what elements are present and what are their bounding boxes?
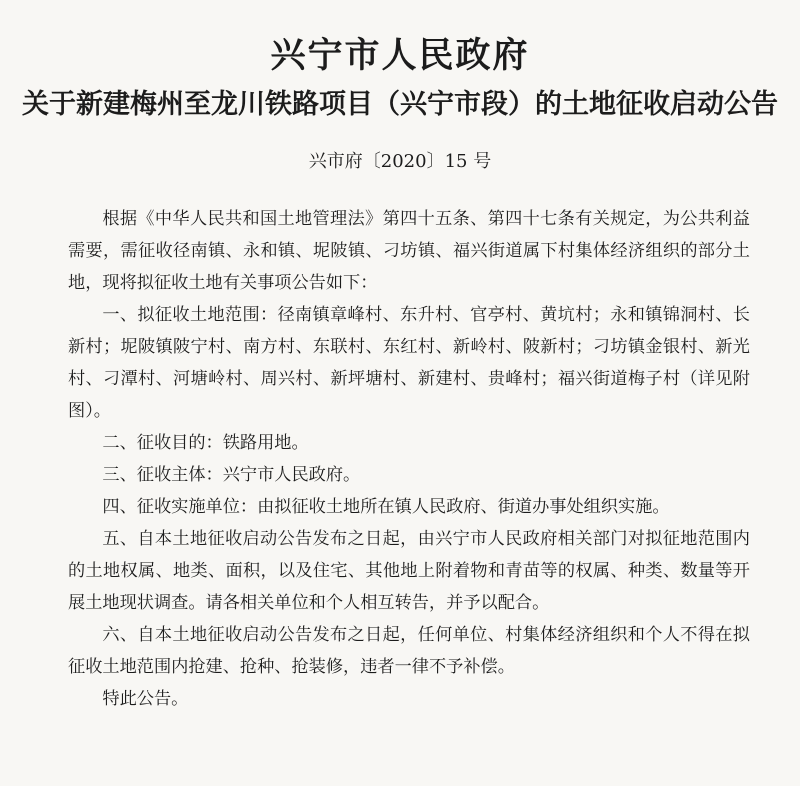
document-body: [68, 203, 750, 715]
document-subtitle: 关于新建梅州至龙川铁路项目（兴宁市段）的土地征收启动公告: [22, 89, 778, 120]
document-title: 兴宁市人民政府: [270, 35, 530, 76]
paragraph-survey: 五、自本土地征收启动公告发布之日起，由兴宁市人民政府相关部门对拟征地范围内的土地权属、地类、面积，以及住宅、其他地上附着物和青苗等的权属、种类、数量等开展土地现状调查。请各相关单位和个人相互转告，并予以配合。: [68, 529, 750, 613]
paragraph-purpose: 二、征收目的：铁路用地。: [102, 433, 309, 453]
paragraph-subject: 三、征收主体：兴宁市人民政府。: [102, 465, 361, 485]
paragraph-prohibition: 六、自本土地征收启动公告发布之日起，任何单位、村集体经济组织和个人不得在拟征收土地范围内抢建、抢种、抢装修，违者一律不予补偿。: [68, 625, 750, 677]
paragraph-scope: 一、拟征收土地范围：径南镇章峰村、东升村、官亭村、黄坑村；永和镇锦洞村、长新村；坭陂镇陂宁村、南方村、东联村、东红村、新岭村、陂新村；刁坊镇金银村、新光村、刁潭村、河塘岭村、周兴村、新坪塘村、新建村、贵峰村；福兴街道梅子村（详见附图）。: [68, 305, 750, 421]
paragraph-closing: 特此公告。: [102, 689, 189, 709]
paragraph-implementing-unit: 四、征收实施单位：由拟征收土地所在镇人民政府、街道办事处组织实施。: [102, 497, 670, 517]
paragraph-intro: 根据《中华人民共和国土地管理法》第四十五条、第四十七条有关规定，为公共利益需要，需征收径南镇、永和镇、坭陂镇、刁坊镇、福兴街道属下村集体经济组织的部分土地，现将拟征收土地有关事项公告如下：: [68, 209, 750, 293]
document-number: 兴市府〔2020〕15 号: [308, 151, 492, 172]
